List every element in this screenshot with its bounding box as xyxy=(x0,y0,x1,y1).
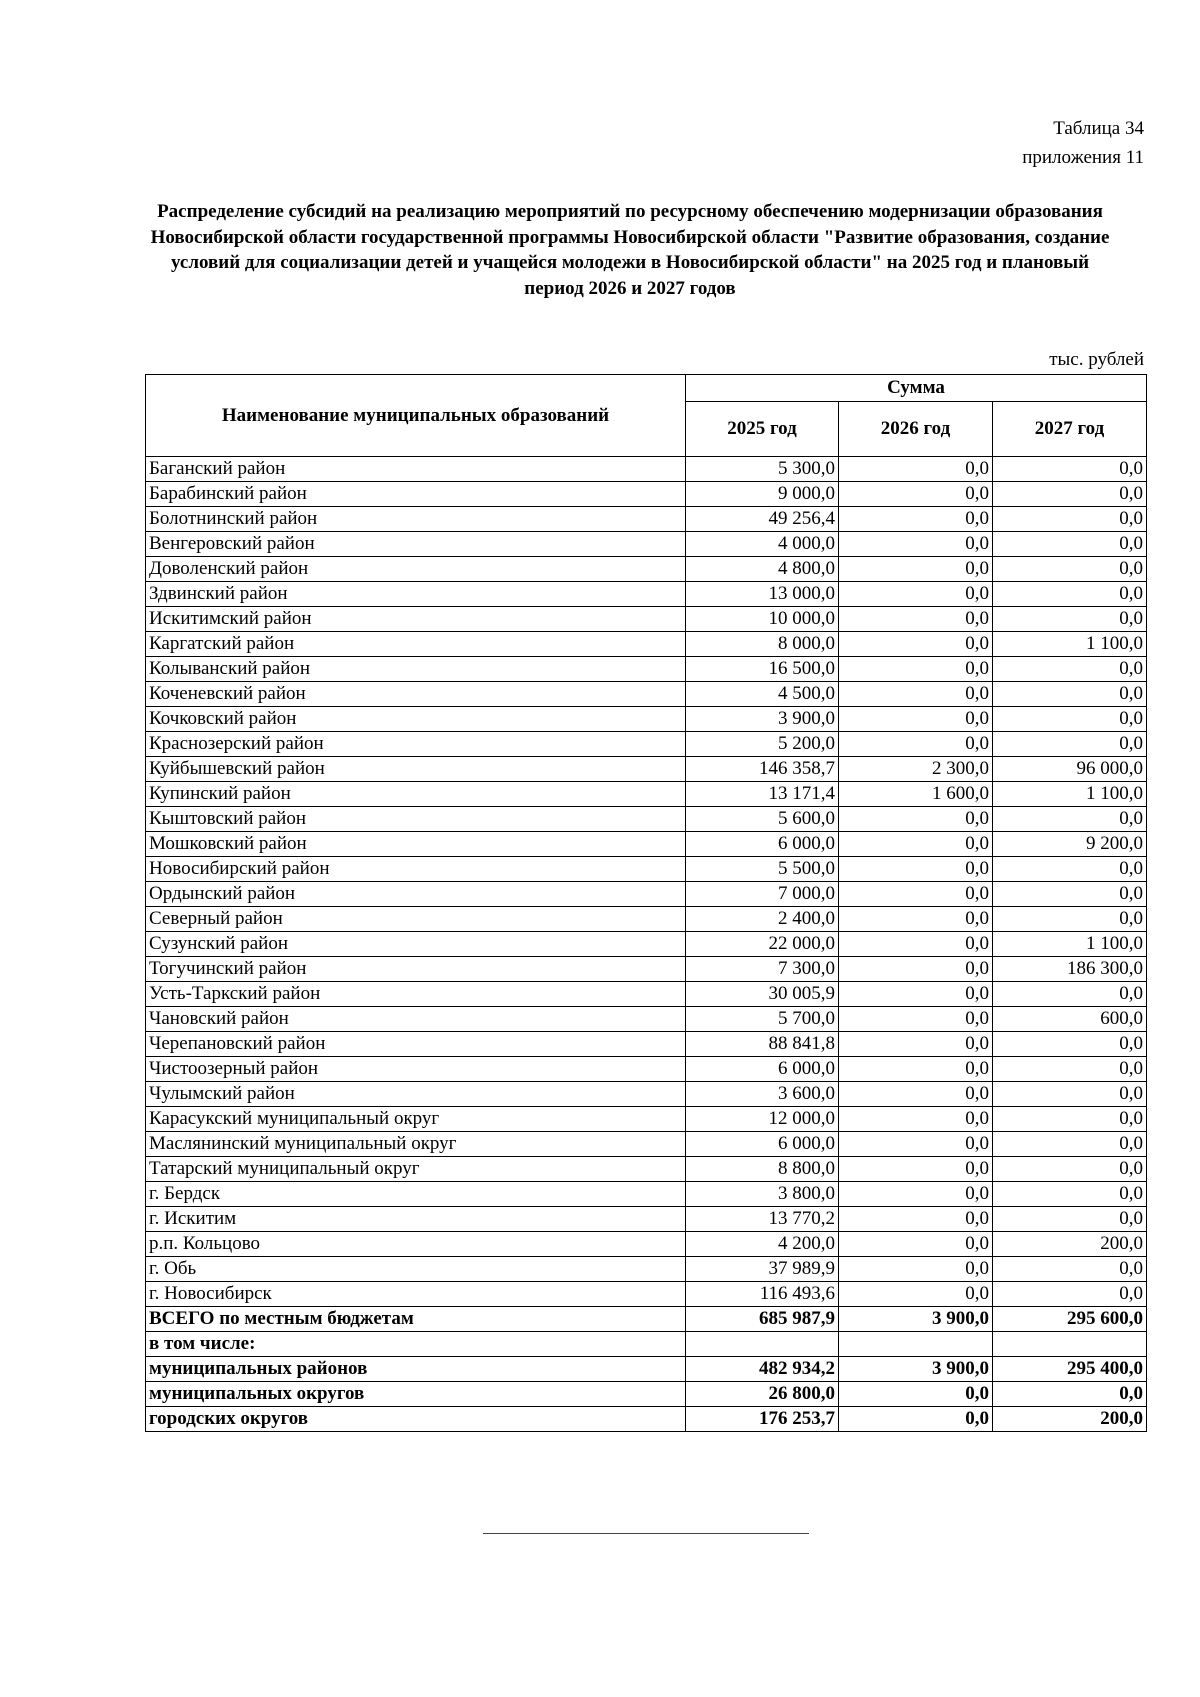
value-2026-cell: 0,0 xyxy=(839,1082,993,1107)
value-2025-cell: 4 500,0 xyxy=(686,682,839,707)
municipality-cell: г. Новосибирск xyxy=(146,1282,686,1307)
value-2026-cell: 0,0 xyxy=(839,1232,993,1257)
value-2027-cell: 0,0 xyxy=(993,732,1147,757)
table-row xyxy=(146,1232,1147,1257)
value-2026-cell: 0,0 xyxy=(839,557,993,582)
value-2026-cell: 0,0 xyxy=(839,482,993,507)
municipality-cell: г. Обь xyxy=(146,1257,686,1282)
municipality-cell: Баганский район xyxy=(146,457,686,482)
municipality-cell: Коченевский район xyxy=(146,682,686,707)
value-2027-cell: 0,0 xyxy=(993,982,1147,1007)
value-2025-cell: 49 256,4 xyxy=(686,507,839,532)
municipality-cell: Чановский район xyxy=(146,1007,686,1032)
value-2025-cell: 116 493,6 xyxy=(686,1282,839,1307)
value-2027-cell: 0,0 xyxy=(993,532,1147,557)
value-2027-cell: 0,0 xyxy=(993,1132,1147,1157)
municipality-cell: Маслянинский муниципальный округ xyxy=(146,1132,686,1157)
municipality-cell: Здвинский район xyxy=(146,582,686,607)
value-2025-cell: 6 000,0 xyxy=(686,832,839,857)
value-2027-cell: 0,0 xyxy=(993,707,1147,732)
value-2027-cell: 9 200,0 xyxy=(993,832,1147,857)
value-2026-cell: 0,0 xyxy=(839,1257,993,1282)
value-2025-cell: 8 000,0 xyxy=(686,632,839,657)
value-2027-cell: 600,0 xyxy=(993,1007,1147,1032)
value-2027-cell: 0,0 xyxy=(993,682,1147,707)
table-row xyxy=(146,857,1147,882)
value-2027-cell: 0,0 xyxy=(993,1182,1147,1207)
value-2027-cell: 0,0 xyxy=(993,457,1147,482)
value-2027-cell: 295 400,0 xyxy=(993,1357,1147,1382)
municipality-cell: Чулымский район xyxy=(146,1082,686,1107)
total-row xyxy=(146,1382,1147,1407)
value-2026-cell: 0,0 xyxy=(839,932,993,957)
value-2026-cell: 0,0 xyxy=(839,632,993,657)
value-2025-cell: 685 987,9 xyxy=(686,1307,839,1332)
municipality-cell: Барабинский район xyxy=(146,482,686,507)
value-2026-cell: 0,0 xyxy=(839,907,993,932)
value-2026-cell: 0,0 xyxy=(839,832,993,857)
municipality-cell: Кыштовский район xyxy=(146,807,686,832)
value-2025-cell: 13 770,2 xyxy=(686,1207,839,1232)
value-2025-cell: 176 253,7 xyxy=(686,1407,839,1432)
municipality-cell: Куйбышевский район xyxy=(146,757,686,782)
table-row xyxy=(146,982,1147,1007)
municipality-cell: Карасукский муниципальный округ xyxy=(146,1107,686,1132)
municipality-cell: Болотнинский район xyxy=(146,507,686,532)
bottom-divider xyxy=(483,1533,809,1534)
value-2026-cell xyxy=(839,1332,993,1357)
municipality-cell: Татарский муниципальный округ xyxy=(146,1157,686,1182)
table-row xyxy=(146,632,1147,657)
table-row xyxy=(146,1107,1147,1132)
value-2025-cell: 26 800,0 xyxy=(686,1382,839,1407)
value-2026-cell: 1 600,0 xyxy=(839,782,993,807)
value-2025-cell: 7 300,0 xyxy=(686,957,839,982)
value-2027-cell: 0,0 xyxy=(993,857,1147,882)
municipality-cell: г. Искитим xyxy=(146,1207,686,1232)
table-row xyxy=(146,757,1147,782)
value-2026-cell: 0,0 xyxy=(839,1207,993,1232)
column-header-sum: Сумма xyxy=(686,375,1147,402)
value-2026-cell: 0,0 xyxy=(839,1032,993,1057)
value-2025-cell: 482 934,2 xyxy=(686,1357,839,1382)
table-row xyxy=(146,957,1147,982)
municipality-cell: Доволенский район xyxy=(146,557,686,582)
municipality-cell: муниципальных районов xyxy=(146,1357,686,1382)
value-2026-cell: 0,0 xyxy=(839,982,993,1007)
value-2027-cell: 1 100,0 xyxy=(993,632,1147,657)
value-2025-cell: 146 358,7 xyxy=(686,757,839,782)
value-2025-cell: 4 800,0 xyxy=(686,557,839,582)
value-2026-cell: 0,0 xyxy=(839,607,993,632)
value-2027-cell: 0,0 xyxy=(993,1257,1147,1282)
municipality-cell: р.п. Кольцово xyxy=(146,1232,686,1257)
table-row xyxy=(146,507,1147,532)
value-2027-cell: 295 600,0 xyxy=(993,1307,1147,1332)
municipality-cell: Новосибирский район xyxy=(146,857,686,882)
table-row xyxy=(146,482,1147,507)
value-2025-cell: 10 000,0 xyxy=(686,607,839,632)
table-row xyxy=(146,907,1147,932)
total-row xyxy=(146,1357,1147,1382)
value-2027-cell: 0,0 xyxy=(993,882,1147,907)
value-2027-cell: 0,0 xyxy=(993,1207,1147,1232)
value-2027-cell: 0,0 xyxy=(993,1082,1147,1107)
table-row xyxy=(146,657,1147,682)
municipality-cell: Сузунский район xyxy=(146,932,686,957)
units-label: тыс. рублей xyxy=(1049,349,1144,370)
value-2027-cell: 200,0 xyxy=(993,1407,1147,1432)
municipality-cell: городских округов xyxy=(146,1407,686,1432)
value-2027-cell: 200,0 xyxy=(993,1232,1147,1257)
value-2027-cell: 96 000,0 xyxy=(993,757,1147,782)
table-row xyxy=(146,807,1147,832)
table-row xyxy=(146,1132,1147,1157)
column-header-year-2025: 2025 год xyxy=(686,402,839,457)
value-2025-cell: 5 300,0 xyxy=(686,457,839,482)
value-2025-cell: 13 000,0 xyxy=(686,582,839,607)
municipality-cell: Искитимский район xyxy=(146,607,686,632)
municipality-cell: Каргатский район xyxy=(146,632,686,657)
municipality-cell: Краснозерский район xyxy=(146,732,686,757)
column-header-year-2027: 2027 год xyxy=(993,402,1147,457)
municipality-cell: в том числе: xyxy=(146,1332,686,1357)
table-row xyxy=(146,707,1147,732)
table-row xyxy=(146,1032,1147,1057)
value-2026-cell: 0,0 xyxy=(839,707,993,732)
value-2027-cell: 0,0 xyxy=(993,582,1147,607)
value-2027-cell: 0,0 xyxy=(993,557,1147,582)
municipality-cell: Тогучинский район xyxy=(146,957,686,982)
municipality-cell: ВСЕГО по местным бюджетам xyxy=(146,1307,686,1332)
value-2025-cell: 13 171,4 xyxy=(686,782,839,807)
value-2026-cell: 0,0 xyxy=(839,657,993,682)
value-2026-cell: 0,0 xyxy=(839,732,993,757)
value-2025-cell: 37 989,9 xyxy=(686,1257,839,1282)
table-row xyxy=(146,457,1147,482)
appendix-reference: приложения 11 xyxy=(1022,147,1144,168)
value-2025-cell: 5 500,0 xyxy=(686,857,839,882)
value-2027-cell xyxy=(993,1332,1147,1357)
value-2026-cell: 0,0 xyxy=(839,1182,993,1207)
value-2025-cell: 8 800,0 xyxy=(686,1157,839,1182)
value-2025-cell: 22 000,0 xyxy=(686,932,839,957)
value-2027-cell: 0,0 xyxy=(993,1107,1147,1132)
table-row xyxy=(146,582,1147,607)
table-row xyxy=(146,1157,1147,1182)
municipality-cell: Усть-Таркский район xyxy=(146,982,686,1007)
value-2025-cell: 6 000,0 xyxy=(686,1132,839,1157)
value-2027-cell: 0,0 xyxy=(993,482,1147,507)
table-row xyxy=(146,532,1147,557)
value-2026-cell: 0,0 xyxy=(839,1132,993,1157)
table-row xyxy=(146,1082,1147,1107)
municipality-cell: г. Бердск xyxy=(146,1182,686,1207)
table-row xyxy=(146,1257,1147,1282)
value-2026-cell: 0,0 xyxy=(839,882,993,907)
municipality-cell: Чистоозерный район xyxy=(146,1057,686,1082)
value-2025-cell: 4 000,0 xyxy=(686,532,839,557)
value-2026-cell: 0,0 xyxy=(839,1057,993,1082)
municipality-cell: Черепановский район xyxy=(146,1032,686,1057)
value-2026-cell: 2 300,0 xyxy=(839,757,993,782)
value-2026-cell: 0,0 xyxy=(839,957,993,982)
value-2026-cell: 0,0 xyxy=(839,507,993,532)
value-2025-cell: 16 500,0 xyxy=(686,657,839,682)
value-2026-cell: 0,0 xyxy=(839,1382,993,1407)
value-2026-cell: 0,0 xyxy=(839,1407,993,1432)
municipality-cell: Кочковский район xyxy=(146,707,686,732)
value-2025-cell: 5 200,0 xyxy=(686,732,839,757)
value-2025-cell: 5 700,0 xyxy=(686,1007,839,1032)
value-2025-cell: 5 600,0 xyxy=(686,807,839,832)
value-2027-cell: 0,0 xyxy=(993,807,1147,832)
value-2027-cell: 0,0 xyxy=(993,1382,1147,1407)
value-2026-cell: 3 900,0 xyxy=(839,1307,993,1332)
value-2026-cell: 0,0 xyxy=(839,1007,993,1032)
table-row xyxy=(146,557,1147,582)
municipality-cell: Ордынский район xyxy=(146,882,686,907)
value-2026-cell: 0,0 xyxy=(839,1157,993,1182)
value-2025-cell: 6 000,0 xyxy=(686,1057,839,1082)
value-2027-cell: 0,0 xyxy=(993,1032,1147,1057)
value-2027-cell: 0,0 xyxy=(993,1157,1147,1182)
value-2027-cell: 1 100,0 xyxy=(993,782,1147,807)
value-2026-cell: 3 900,0 xyxy=(839,1357,993,1382)
total-row xyxy=(146,1332,1147,1357)
municipality-cell: Мошковский район xyxy=(146,832,686,857)
table-row xyxy=(146,882,1147,907)
value-2025-cell: 3 600,0 xyxy=(686,1082,839,1107)
value-2025-cell: 4 200,0 xyxy=(686,1232,839,1257)
value-2025-cell: 7 000,0 xyxy=(686,882,839,907)
column-header-year-2026: 2026 год xyxy=(839,402,993,457)
table-row xyxy=(146,1007,1147,1032)
value-2027-cell: 0,0 xyxy=(993,607,1147,632)
value-2025-cell: 30 005,9 xyxy=(686,982,839,1007)
table-row xyxy=(146,1182,1147,1207)
value-2026-cell: 0,0 xyxy=(839,857,993,882)
value-2026-cell: 0,0 xyxy=(839,532,993,557)
value-2025-cell: 3 900,0 xyxy=(686,707,839,732)
value-2026-cell: 0,0 xyxy=(839,582,993,607)
value-2025-cell: 12 000,0 xyxy=(686,1107,839,1132)
value-2026-cell: 0,0 xyxy=(839,682,993,707)
value-2027-cell: 1 100,0 xyxy=(993,932,1147,957)
table-row xyxy=(146,1207,1147,1232)
value-2026-cell: 0,0 xyxy=(839,807,993,832)
value-2026-cell: 0,0 xyxy=(839,1107,993,1132)
value-2025-cell: 88 841,8 xyxy=(686,1032,839,1057)
table-row xyxy=(146,832,1147,857)
value-2027-cell: 0,0 xyxy=(993,657,1147,682)
table-row xyxy=(146,932,1147,957)
table-row xyxy=(146,732,1147,757)
total-row xyxy=(146,1407,1147,1432)
value-2025-cell: 9 000,0 xyxy=(686,482,839,507)
municipality-cell: Северный район xyxy=(146,907,686,932)
document-title: Распределение субсидий на реализацию мероприятий по ресурсному обеспечению модернизации образования Новосибирской области государственной программы Новосибирской области "Развитие образования, создание условий для социализации детей и учащейся молодежи в Новосибирской области" на 2025 год и плановый период 2026 и 2027 годов xyxy=(150,201,1110,299)
subsidy-table xyxy=(145,374,1147,1432)
value-2025-cell: 2 400,0 xyxy=(686,907,839,932)
value-2025-cell: 3 800,0 xyxy=(686,1182,839,1207)
table-row xyxy=(146,782,1147,807)
value-2026-cell: 0,0 xyxy=(839,1282,993,1307)
column-header-municipality: Наименование муниципальных образований xyxy=(146,375,686,457)
value-2027-cell: 0,0 xyxy=(993,907,1147,932)
municipality-cell: Купинский район xyxy=(146,782,686,807)
table-row xyxy=(146,1057,1147,1082)
municipality-cell: Колыванский район xyxy=(146,657,686,682)
table-row xyxy=(146,1282,1147,1307)
table-row xyxy=(146,682,1147,707)
municipality-cell: муниципальных округов xyxy=(146,1382,686,1407)
value-2027-cell: 0,0 xyxy=(993,1057,1147,1082)
total-row xyxy=(146,1307,1147,1332)
value-2026-cell: 0,0 xyxy=(839,457,993,482)
value-2027-cell: 0,0 xyxy=(993,507,1147,532)
table-row xyxy=(146,607,1147,632)
value-2027-cell: 0,0 xyxy=(993,1282,1147,1307)
municipality-cell: Венгеровский район xyxy=(146,532,686,557)
value-2025-cell xyxy=(686,1332,839,1357)
table-number: Таблица 34 xyxy=(1053,118,1144,139)
value-2027-cell: 186 300,0 xyxy=(993,957,1147,982)
